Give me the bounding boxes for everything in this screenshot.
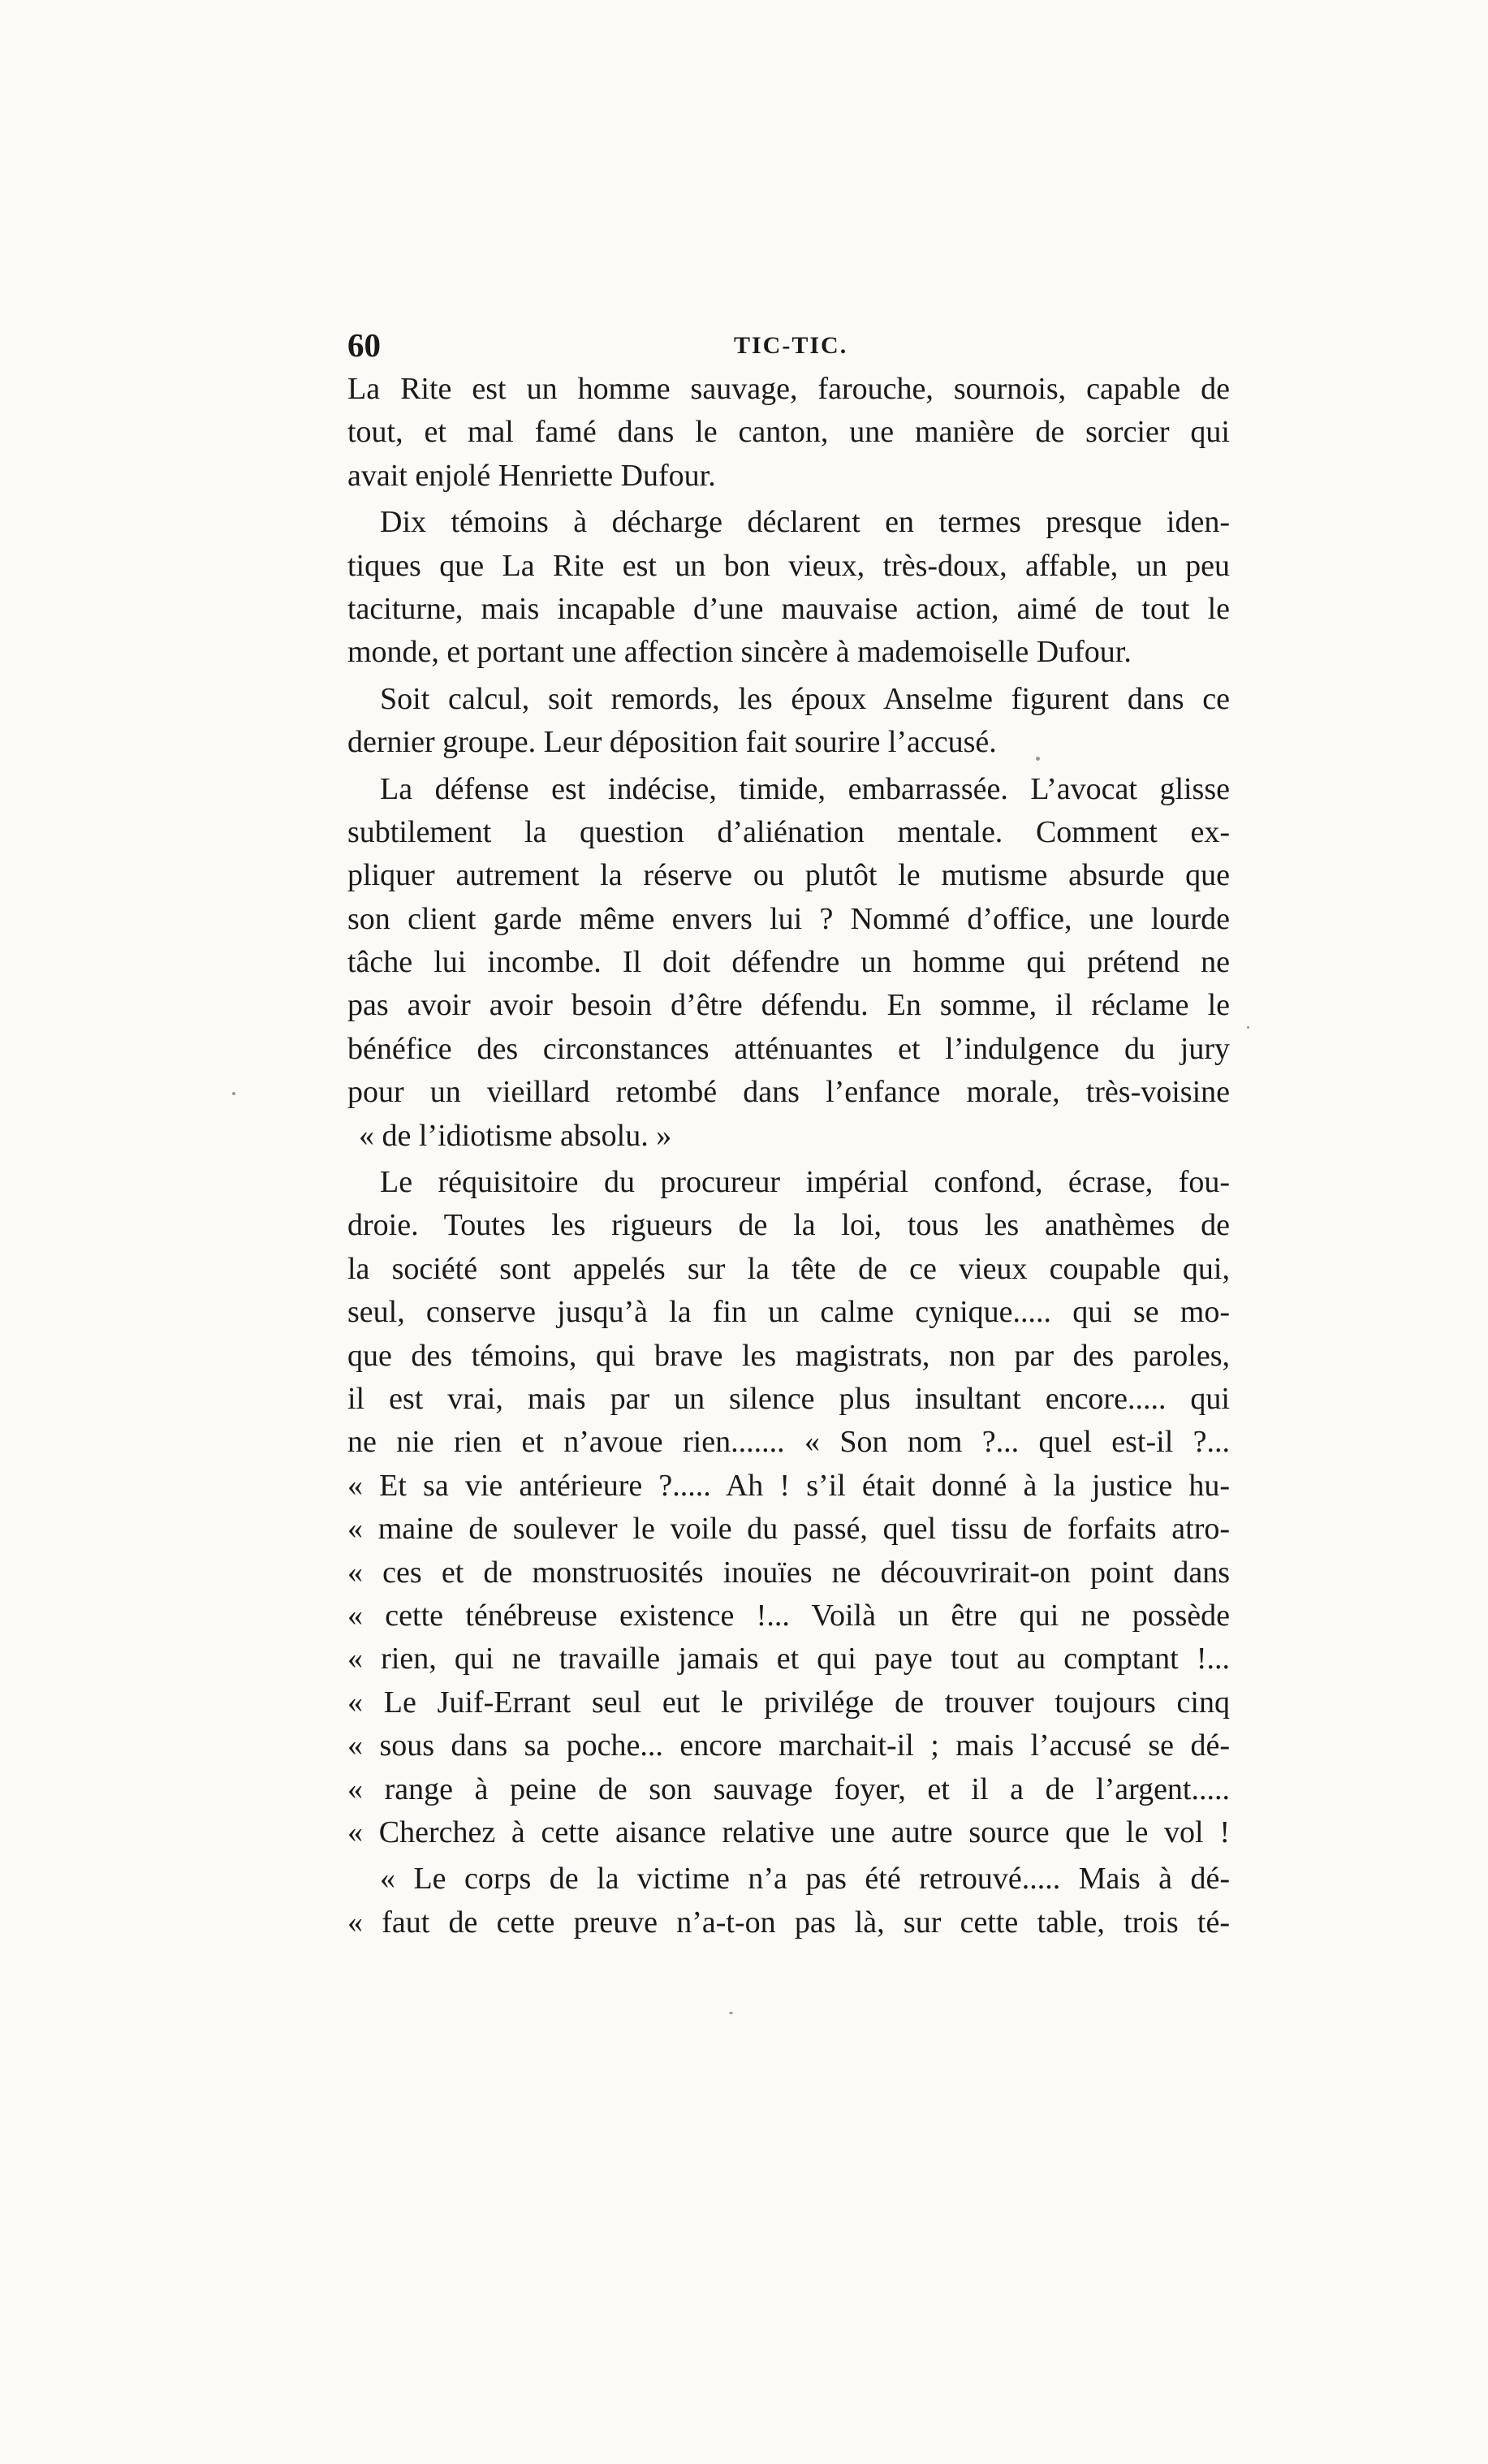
text-line: Soit calcul, soit remords, les époux Anselme figurent dans ce	[380, 681, 1230, 716]
text-line: dernier groupe. Leur déposition fait sourire l’accusé.	[347, 725, 997, 760]
text-line: « Cherchez à cette aisance relative une autre source que le vol !	[347, 1815, 1230, 1849]
paper-speck	[232, 1092, 235, 1095]
text-line: tâche lui incombe. Il doit défendre un homme qui prétend ne	[347, 945, 1230, 980]
text-line: il est vrai, mais par un silence plus insultant encore..... qui	[347, 1381, 1230, 1416]
body-text	[347, 368, 1230, 1948]
text-line: la société sont appelés sur la tête de ce vieux coupable qui,	[347, 1251, 1230, 1286]
text-line: son client garde même envers lui ? Nommé d’office, une lourde	[347, 901, 1230, 936]
paragraph	[347, 368, 1230, 498]
text-line: seul, conserve jusqu’à la fin un calme cynique..... qui se mo-	[347, 1295, 1230, 1330]
paragraph	[347, 501, 1230, 675]
text-line: La défense est indécise, timide, embarrassée. L’avocat glisse	[380, 771, 1230, 806]
paragraph	[347, 768, 1230, 1159]
text-line: ne nie rien et n’avoue rien....... « Son nom ?... quel est-il ?...	[347, 1425, 1230, 1460]
text-line: « faut de cette preuve n’a-t-on pas là, sur cette table, trois té-	[347, 1905, 1230, 1940]
text-line: tout, et mal famé dans le canton, une manière de sorcier qui	[347, 415, 1230, 450]
text-line: que des témoins, qui brave les magistrats, non par des paroles,	[347, 1338, 1230, 1373]
text-line: droie. Toutes les rigueurs de la loi, tous les anathèmes de	[347, 1208, 1230, 1243]
text-line: « Le corps de la victime n’a pas été retrouvé..... Mais à dé-	[380, 1862, 1230, 1897]
text-line: pliquer autrement la réserve ou plutôt le mutisme absurde que	[347, 858, 1230, 893]
paper-speck	[1247, 1026, 1249, 1029]
paragraph	[347, 1858, 1230, 1944]
paper-speck	[729, 2012, 733, 2014]
text-line: monde, et portant une affection sincère à mademoiselle Dufour.	[347, 635, 1132, 670]
text-line: « sous dans sa poche... encore marchait-il ; mais l’accusé se dé-	[347, 1728, 1230, 1763]
text-line: « rien, qui ne travaille jamais et qui paye tout au comptant !...	[347, 1642, 1230, 1676]
text-line: « Le Juif-Errant seul eut le privilége de trouver toujours cinq	[347, 1685, 1230, 1720]
text-line: pour un vieillard retombé dans l’enfance morale, très-voisine	[347, 1075, 1230, 1110]
text-line: avait enjolé Henriette Dufour.	[347, 458, 716, 493]
text-line: bénéfice des circonstances atténuantes et l’indulgence du jury	[347, 1031, 1230, 1066]
text-line: « Et sa vie antérieure ?..... Ah ! s’il était donné à la justice hu-	[347, 1468, 1230, 1503]
page-number: 60	[347, 326, 381, 364]
running-title: TIC-TIC.	[734, 332, 848, 359]
running-head	[347, 325, 1240, 365]
text-line: « de l’idiotisme absolu. »	[359, 1118, 672, 1153]
text-line: « maine de soulever le voile du passé, quel tissu de forfaits atro-	[347, 1512, 1230, 1547]
text-line: « ces et de monstruosités inouïes ne découvrirait-on point dans	[347, 1555, 1230, 1590]
paper-speck	[1036, 757, 1040, 761]
text-line: Le réquisitoire du procureur impérial confond, écrase, fou-	[380, 1165, 1230, 1200]
text-line: taciturne, mais incapable d’une mauvaise action, aimé de tout le	[347, 591, 1230, 626]
text-line: « range à peine de son sauvage foyer, et il a de l’argent.....	[347, 1771, 1230, 1806]
paragraph	[347, 1161, 1230, 1854]
text-line: tiques que La Rite est un bon vieux, très-doux, affable, un peu	[347, 548, 1230, 583]
text-line: Dix témoins à décharge déclarent en termes presque iden-	[380, 505, 1230, 540]
text-line: subtilement la question d’aliénation mentale. Comment ex-	[347, 814, 1230, 849]
paragraph	[347, 678, 1230, 765]
text-line: La Rite est un homme sauvage, farouche, sournois, capable de	[347, 372, 1230, 406]
text-line: « cette ténébreuse existence !... Voilà un être qui ne possède	[347, 1598, 1230, 1633]
text-line: pas avoir avoir besoin d’être défendu. En somme, il réclame le	[347, 988, 1230, 1023]
